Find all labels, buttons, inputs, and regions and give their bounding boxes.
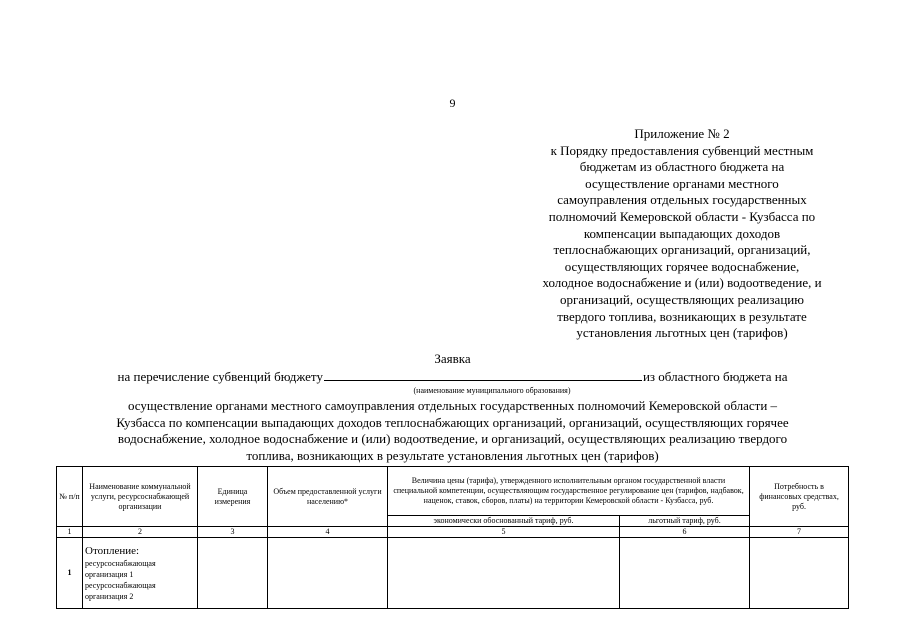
header-col-economic-tariff: экономически обоснованный тариф, руб.	[388, 516, 620, 527]
column-number: 1	[57, 527, 83, 538]
appendix-line: компенсации выпадающих доходов	[583, 225, 781, 241]
appendix-line: осуществление органами местного	[585, 175, 779, 191]
row-unit-cell[interactable]	[198, 538, 268, 609]
column-number: 2	[83, 527, 198, 538]
header-col-volume: Объем предоставленной услуги населению*	[268, 467, 388, 527]
header-col-need: Потребность в финансовых средствах, руб.	[750, 467, 849, 527]
request-title: Заявка	[434, 351, 471, 366]
request-line1	[0, 368, 905, 385]
appendix-line: теплоснабжающих организаций, организаций,	[553, 242, 811, 258]
row-org: ресурсоснабжающая организация 2	[85, 580, 156, 601]
row-preferential-tariff-cell[interactable]	[620, 538, 750, 609]
appendix-block	[512, 126, 852, 342]
appendix-line: осуществляющих горячее водоснабжение,	[564, 258, 800, 274]
appendix-line: холодное водоснабжение и (или) водоотведение, и	[542, 275, 822, 291]
table-row	[57, 538, 849, 609]
page-number: 9	[449, 96, 456, 110]
request-body-line: водоснабжение, холодное водоснабжение и (или) водоотведение, и организаций, осуществляющих реализацию твердого	[117, 431, 788, 447]
header-col-unit: Единица измерения	[198, 467, 268, 527]
blank-label: (наименование муниципального образования)	[413, 386, 571, 395]
appendix-line: полномочий Кемеровской области - Кузбасса по	[548, 208, 816, 224]
request-body-line: Кузбасса по компенсации выпадающих доходов теплоснабжающих организаций, организаций, осуществляющих горячее	[116, 414, 789, 430]
appendix-line: Приложение № 2	[634, 126, 730, 141]
row-service-title: Отопление:	[85, 544, 140, 557]
row-volume-cell[interactable]	[268, 538, 388, 609]
appendix-line: твердого топлива, возникающих в результате	[557, 308, 807, 324]
appendix-line: установления льготных цен (тарифов)	[576, 325, 788, 341]
appendix-line: самоуправления отдельных государственных	[557, 192, 807, 208]
appendix-line: организаций, осуществляющих реализацию	[560, 291, 804, 307]
municipality-blank[interactable]	[324, 368, 642, 381]
column-number-row	[57, 527, 849, 538]
column-number: 7	[750, 527, 849, 538]
column-number: 4	[268, 527, 388, 538]
column-number: 6	[620, 527, 750, 538]
request-body-line: топлива, возникающих в результате установления льготных цен (тарифов)	[246, 447, 659, 463]
header-col-service: Наименование коммунальной услуги, ресурсоснабжающей организации	[83, 467, 198, 527]
column-number: 3	[198, 527, 268, 538]
request-line1-after: из областного бюджета на	[642, 369, 788, 384]
row-org: ресурсоснабжающая организация 1	[85, 558, 156, 579]
appendix-line: бюджетам из областного бюджета на	[579, 159, 785, 175]
header-col-number: № п/п	[57, 467, 83, 527]
table-header-row	[57, 467, 849, 516]
request-body	[55, 398, 850, 464]
request-body-line: осуществление органами местного самоуправления отдельных государственных полномочий Кемеровской области –	[127, 398, 778, 413]
header-col-preferential-tariff: льготный тариф, руб.	[620, 516, 750, 527]
row-need-cell[interactable]	[750, 538, 849, 609]
request-line1-before: на перечисление субвенций бюджету	[117, 369, 323, 384]
appendix-line: к Порядку предоставления субвенций местным	[550, 142, 814, 158]
column-number: 5	[388, 527, 620, 538]
header-col-tariff-group: Величина цены (тарифа), утвержденного исполнительным органом государственной власти специальной компетенции, осуществляющим государственное регулирование цен (тарифов, надбавок, наценок, ставок, сборов, платы) на территории Кемеровской области - Кузбасса, руб.	[388, 467, 750, 516]
row-economic-tariff-cell[interactable]	[388, 538, 620, 609]
subsidy-table	[56, 466, 849, 609]
row-number: 1	[57, 538, 83, 609]
row-service-cell	[83, 538, 198, 609]
